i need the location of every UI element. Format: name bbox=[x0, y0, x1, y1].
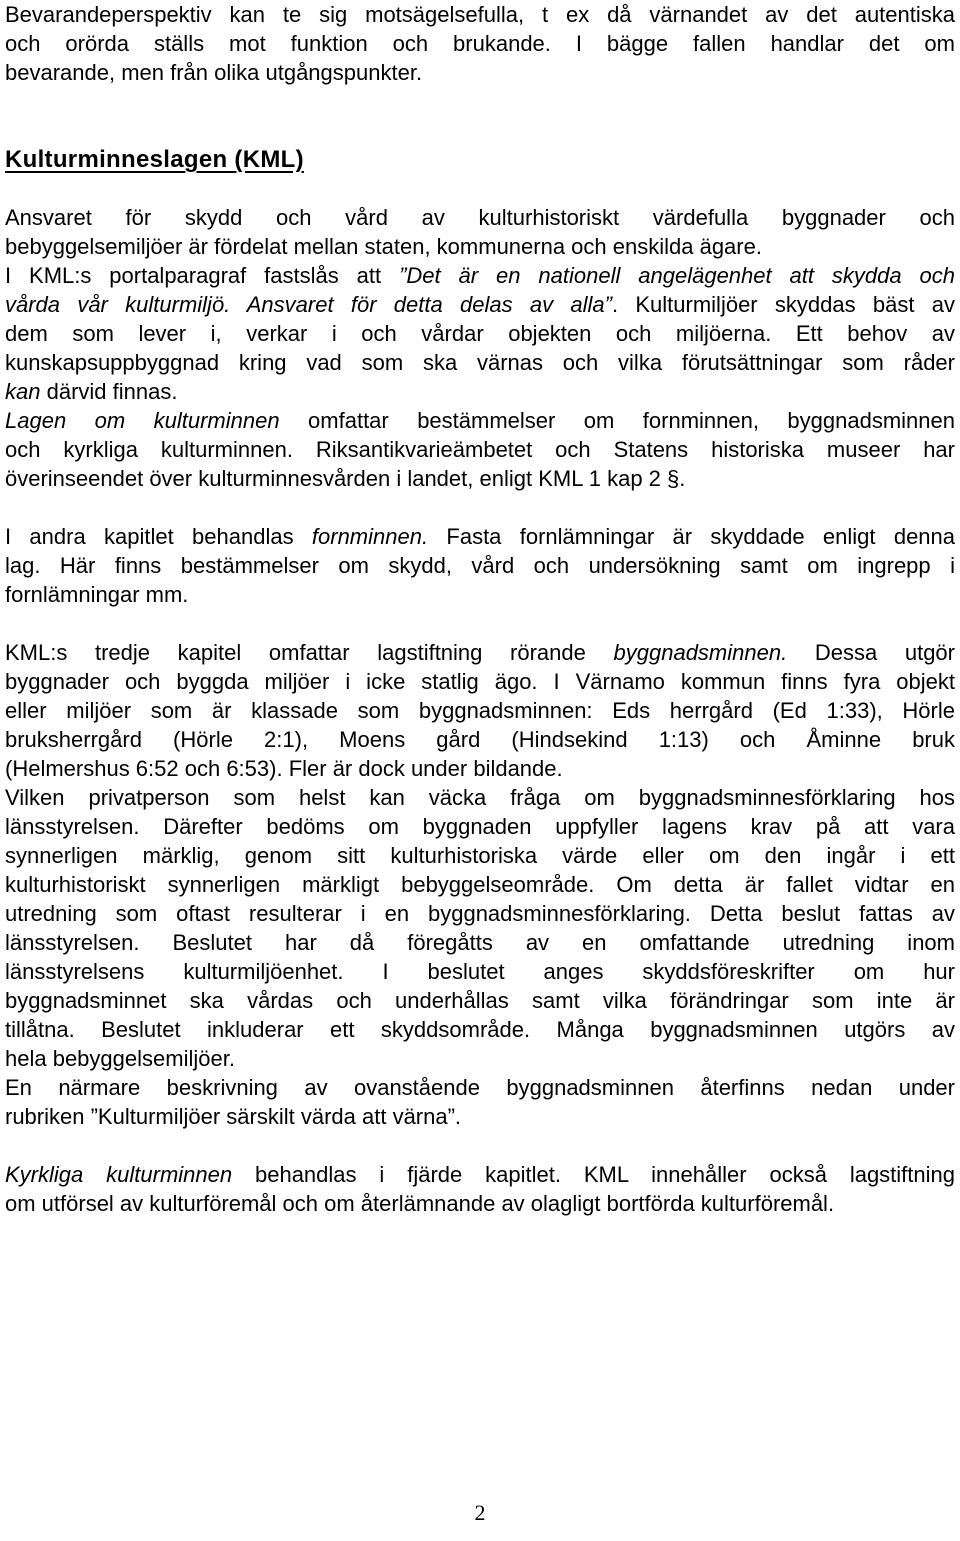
text-line bbox=[5, 377, 955, 406]
emphasis-text: byggnadsminnen. bbox=[613, 640, 788, 665]
text-line bbox=[5, 638, 955, 667]
text-run: därvid finnas. bbox=[40, 379, 178, 404]
text-line: lag. Här finns bestämmelser om skydd, vård och undersökning samt om ingrepp i bbox=[5, 553, 955, 578]
text-line: länsstyrelsens kulturmiljöenhet. I beslutet anges skyddsföreskrifter om hur bbox=[5, 959, 955, 984]
text-line bbox=[5, 522, 955, 551]
text-run: behandlas i fjärde kapitlet. KML innehåller också lagstiftning bbox=[232, 1162, 955, 1187]
text-run: omfattar bestämmelser om fornminnen, byggnadsminnen bbox=[279, 408, 955, 433]
text-line: byggnader och byggda miljöer i icke statlig ägo. I Värnamo kommun finns fyra objekt bbox=[5, 669, 955, 694]
text-run: I andra kapitlet behandlas bbox=[5, 524, 312, 549]
paragraph-responsibility bbox=[5, 203, 955, 406]
quote-text: ”Det är en nationell angelägenhet att skydda och bbox=[399, 263, 955, 288]
text-line: Ansvaret för skydd och vård av kulturhistoriskt värdefulla byggnader och bbox=[5, 205, 955, 230]
document-page bbox=[5, 0, 955, 1218]
text-line: (Helmershus 6:52 och 6:53). Fler är dock under bildande. bbox=[5, 756, 563, 781]
quote-text: vårda vår kulturmiljö. Ansvaret för detta delas av alla” bbox=[5, 292, 612, 317]
paragraph-law bbox=[5, 406, 955, 493]
text-line: tillåtna. Beslutet inkluderar ett skyddsområde. Många byggnadsminnen utgörs av bbox=[5, 1017, 955, 1042]
intro-paragraph bbox=[5, 0, 955, 87]
text-line: länsstyrelsen. Beslutet har då föregåtts av en omfattande utredning inom bbox=[5, 930, 955, 955]
text-line: och kyrkliga kulturminnen. Riksantikvarieämbetet och Statens historiska museer har bbox=[5, 437, 955, 462]
text-run: KML:s tredje kapitel omfattar lagstiftning rörande bbox=[5, 640, 614, 665]
text-line: och orörda ställs mot funktion och brukande. I bägge fallen handlar det om bbox=[5, 31, 955, 56]
text-line: Bevarandeperspektiv kan te sig motsägelsefulla, t ex då värnandet av det autentiska bbox=[5, 2, 955, 27]
text-line bbox=[5, 290, 955, 319]
paragraph-spacer bbox=[5, 1131, 955, 1160]
text-line: bevarande, men från olika utgångspunkter. bbox=[5, 60, 423, 85]
text-line: rubriken ”Kulturmiljöer särskilt värda att värna”. bbox=[5, 1104, 462, 1129]
text-line: dem som lever i, verkar i och vårdar objekten och miljöerna. Ett behov av bbox=[5, 321, 955, 346]
paragraph-chapter-three bbox=[5, 638, 955, 1131]
page-number: 2 bbox=[474, 1500, 486, 1525]
text-line: eller miljöer som är klassade som byggnadsminnen: Eds herrgård (Ed 1:33), Hörle bbox=[5, 698, 955, 723]
paragraph-spacer bbox=[5, 493, 955, 522]
emphasis-text: fornminnen. bbox=[311, 524, 429, 549]
text-line: synnerligen märklig, genom sitt kulturhistoriska värde eller om den ingår i ett bbox=[5, 843, 955, 868]
text-line: bebyggelsemiljöer är fördelat mellan staten, kommunerna och enskilda ägare. bbox=[5, 234, 762, 259]
emphasis-text: Lagen om kulturminnen bbox=[5, 408, 280, 433]
text-line bbox=[5, 406, 955, 435]
text-line bbox=[5, 261, 955, 290]
text-line: fornlämningar mm. bbox=[5, 582, 189, 607]
paragraph-chapter-two bbox=[5, 522, 955, 609]
paragraph-chapter-four bbox=[5, 1160, 955, 1218]
text-line: Vilken privatperson som helst kan väcka fråga om byggnadsminnesförklaring hos bbox=[5, 785, 955, 810]
text-run: Fasta fornlämningar är skyddade enligt denna bbox=[428, 524, 956, 549]
text-line bbox=[5, 1160, 955, 1189]
paragraph-spacer bbox=[5, 609, 955, 638]
text-line: kulturhistoriskt synnerligen märkligt bebyggelseområde. Om detta är fallet vidtar en bbox=[5, 872, 955, 897]
text-line: hela bebyggelsemiljöer. bbox=[5, 1046, 235, 1071]
text-line: bruksherrgård (Hörle 2:1), Moens gård (Hindsekind 1:13) och Åminne bruk bbox=[5, 727, 955, 752]
text-line: kunskapsuppbyggnad kring vad som ska värnas och vilka förutsättningar som råder bbox=[5, 350, 955, 375]
text-line: länsstyrelsen. Därefter bedöms om byggnaden uppfyller lagens krav på att vara bbox=[5, 814, 955, 839]
text-line: En närmare beskrivning av ovanstående byggnadsminnen återfinns nedan under bbox=[5, 1075, 955, 1100]
text-run: I KML:s portalparagraf fastslås att bbox=[5, 263, 400, 288]
emphasis-text: Kyrkliga kulturminnen bbox=[5, 1162, 233, 1187]
emphasis-text: kan bbox=[5, 379, 41, 404]
text-run: . Kulturmiljöer skyddas bäst av bbox=[611, 292, 955, 317]
text-line: utredning som oftast resulterar i en byggnadsminnesförklaring. Detta beslut fattas av bbox=[5, 901, 955, 926]
section-heading: Kulturminneslagen (KML) bbox=[5, 146, 304, 173]
text-run: Dessa utgör bbox=[787, 640, 955, 665]
text-line: överinseendet över kulturminnesvården i landet, enligt KML 1 kap 2 §. bbox=[5, 466, 686, 491]
text-line: byggnadsminnet ska vårdas och underhållas samt vilka förändringar som inte är bbox=[5, 988, 955, 1013]
text-line: om utförsel av kulturföremål och om återlämnande av olagligt bortförda kulturföremål. bbox=[5, 1191, 835, 1216]
